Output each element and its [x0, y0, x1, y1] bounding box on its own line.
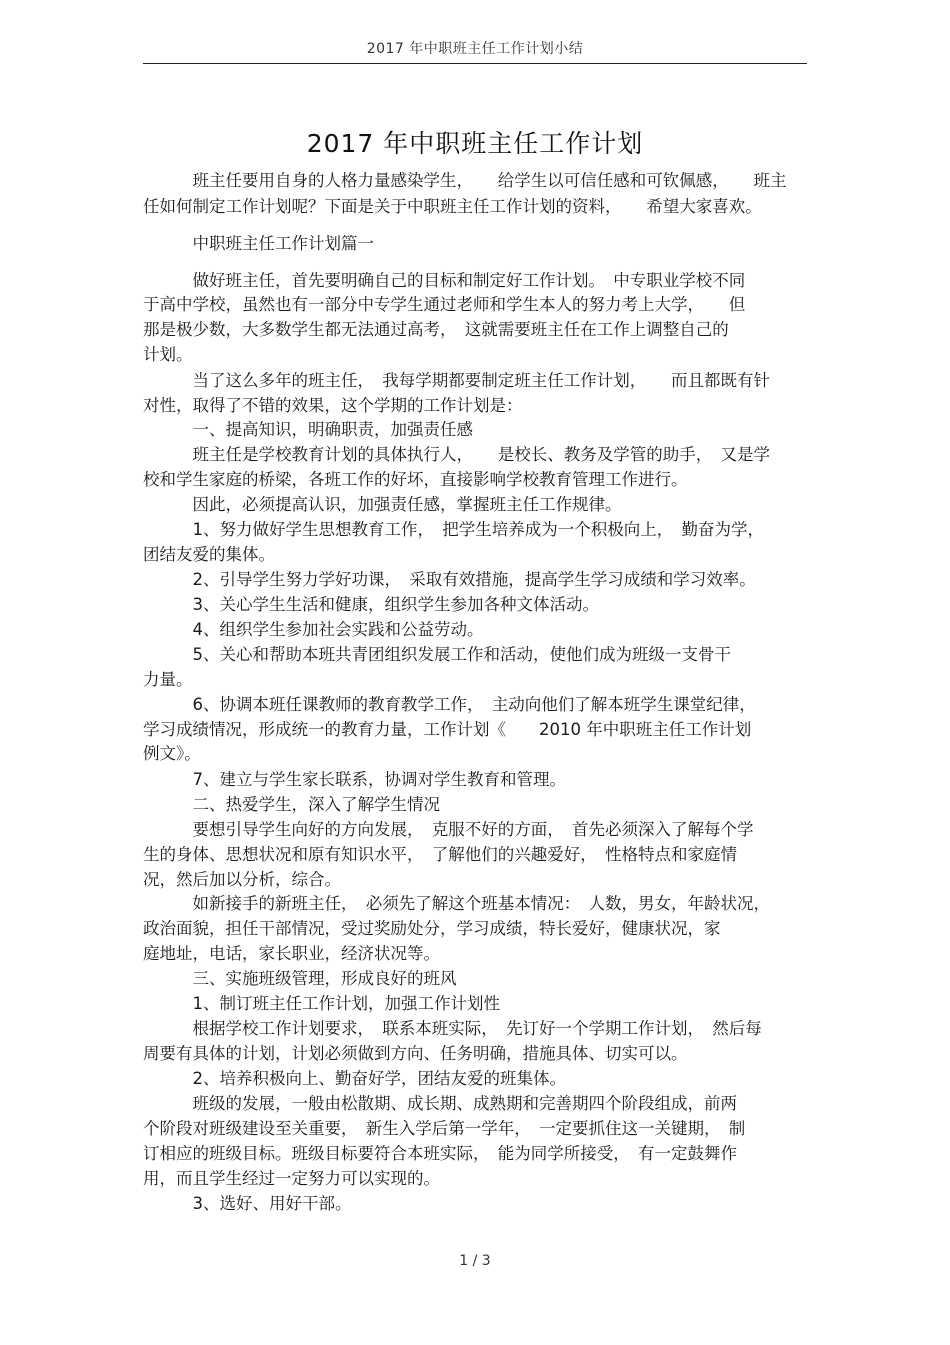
- list-item: 学习成绩情况，形成统一的教育力量，工作计划《 2010 年中职班主任工作计划: [143, 720, 752, 739]
- body-line: 庭地址，电话，家长职业，经济状况等。: [143, 944, 440, 963]
- list-item: 2、培养积极向上、勤奋好学，团结友爱的班集体。: [143, 1069, 566, 1088]
- body-line: 做好班主任，首先要明确自己的目标和制定好工作计划。 中专职业学校不同: [143, 271, 746, 290]
- body-line: 用，而且学生经过一定努力可以实现的。: [143, 1169, 440, 1188]
- section-heading: 中职班主任工作计划篇一: [143, 234, 374, 253]
- running-header: 2017 年中职班主任工作计划小结: [366, 41, 584, 57]
- section-heading: 二、热爱学生，深入了解学生情况: [143, 795, 440, 814]
- list-item: 6、协调本班任课教师的教育教学工作， 主动向他们了解本班学生课堂纪律，: [143, 695, 756, 714]
- list-item: 3、关心学生生活和健康，组织学生参加各种文体活动。: [143, 595, 599, 614]
- list-item: 例文》。: [143, 744, 201, 763]
- body-line: 计划。: [143, 345, 193, 364]
- body-line: 于高中学校，虽然也有一部分中专学生通过老师和学生本人的努力考上大学， 但: [143, 295, 746, 314]
- list-item: 4、组织学生参加社会实践和公益劳动。: [143, 620, 484, 639]
- page-number: 1 / 3: [459, 1253, 491, 1269]
- list-item: 力量。: [143, 670, 193, 689]
- body-line: 个阶段对班级建设至关重要， 新生入学后第一学年， 一定要抓住这一关键期， 制: [143, 1119, 746, 1138]
- body-line: 政治面貌，担任干部情况，受过奖励处分，学习成绩，特长爱好，健康状况，家: [143, 919, 721, 938]
- header-rule: [143, 63, 807, 64]
- section-heading: 三、实施班级管理，形成良好的班风: [143, 969, 457, 988]
- body-line: 因此，必须提高认识，加强责任感，掌握班主任工作规律。: [143, 495, 622, 514]
- body-line: 任如何制定工作计划呢？下面是关于中职班主任工作计划的资料， 希望大家喜欢。: [143, 197, 762, 216]
- list-item: 7、建立与学生家长联系，协调对学生教育和管理。: [143, 770, 566, 789]
- list-item: 1、制订班主任工作计划，加强工作计划性: [143, 994, 500, 1013]
- body-line: 订相应的班级目标。班级目标要符合本班实际， 能为同学所接受， 有一定鼓舞作: [143, 1144, 737, 1163]
- body-line: 当了这么多年的班主任， 我每学期都要制定班主任工作计划， 而且都既有针: [143, 371, 770, 390]
- list-item: 3、选好、用好干部。: [143, 1194, 352, 1213]
- body-line: 对性，取得了不错的效果，这个学期的工作计划是：: [143, 396, 523, 415]
- body-line: 如新接手的新班主任， 必须先了解这个班基本情况： 人数，男女，年龄状况，: [143, 894, 770, 913]
- list-item: 5、关心和帮助本班共青团组织发展工作和活动，使他们成为班级一支骨干: [143, 645, 731, 664]
- body-line: 根据学校工作计划要求， 联系本班实际， 先订好一个学期工作计划， 然后每: [143, 1019, 762, 1038]
- list-item: 团结友爱的集体。: [143, 545, 275, 564]
- body-line: 班级的发展，一般由松散期、成长期、成熟期和完善期四个阶段组成，前两: [143, 1094, 737, 1113]
- body-line: 班主任要用自身的人格力量感染学生， 给学生以可信任感和可钦佩感， 班主: [143, 171, 787, 190]
- list-item: 1、努力做好学生思想教育工作， 把学生培养成为一个积极向上， 勤奋为学，: [143, 520, 764, 539]
- body-line: 要想引导学生向好的方向发展， 克服不好的方面， 首先必须深入了解每个学: [143, 820, 754, 839]
- body-line: 班主任是学校教育计划的具体执行人， 是校长、教务及学管的助手， 又是学: [143, 445, 770, 464]
- body-line: 那是极少数，大多数学生都无法通过高考， 这就需要班主任在工作上调整自己的: [143, 320, 729, 339]
- document-title: 2017 年中职班主任工作计划: [306, 129, 644, 158]
- body-line: 况，然后加以分析，综合。: [143, 870, 341, 889]
- list-item: 2、引导学生努力学好功课， 采取有效措施，提高学生学习成绩和学习效率。: [143, 570, 756, 589]
- section-heading: 一、提高知识，明确职责，加强责任感: [143, 420, 473, 439]
- body-line: 生的身体、思想状况和原有知识水平， 了解他们的兴趣爱好， 性格特点和家庭情: [143, 845, 737, 864]
- body-line: 周要有具体的计划，计划必须做到方向、任务明确，措施具体、切实可以。: [143, 1044, 688, 1063]
- body-line: 校和学生家庭的桥梁，各班工作的好坏，直接影响学校教育管理工作进行。: [143, 470, 688, 489]
